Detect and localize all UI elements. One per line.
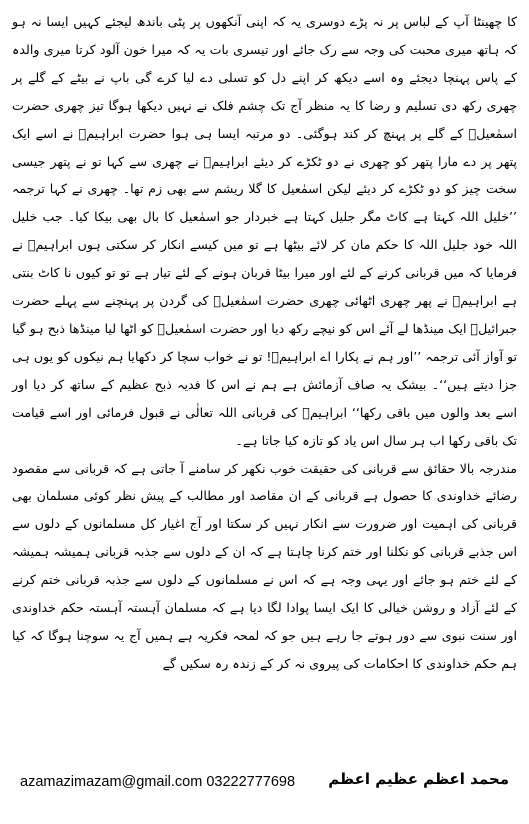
article-paragraph: کا چھینٹا آپ کے لباس پر نہ پڑے دوسری یہ کہ اپنی آنکھوں پر پٹی باندھ لیجئے کہیں ایسا نہ ہو کہ ہاتھ میری محبت کی وجہ سے رک جائے اور تیسری بات یہ کہ میرا خون آلود کرتا میری والدہ کے پاس پہنچا دیجئے وہ اسے دیکھ کر اپنے دل کو تسلی دے لیا کرے گی باپ نے بیٹے کے گلے پر چھری رکھ دی تسلیم و رضا کا یہ منظر آج تک چشم فلک نے نہیں دیکھا ہوگا تیز چھری حضرت اسمٰعیلؑ کے گلے پر پہنچ کر کند ہوگئی۔ دو مرتبہ ایسا ہی ہوا حضرت ابراہیمؑ نے اسے ایک پتھر پر دے مارا پتھر کو چھری نے دو ٹکڑے کر دیئے ابراہیمؑ نے چھری سے کہا تو نے پتھر جیسی سخت چیز کو دو ٹکڑے کر دیئے لیکن اسمٰعیل کا گلا ریشم سے بھی زم تھا۔ چھری نے کہا ترجمہ ’’خلیل اللہ کہتا ہے کاٹ مگر جلیل کہتا ہے خبردار جو اسمٰعیل کا بال بھی بیکا کیا۔ جب خلیل اللہ خود جلیل اللہ کا حکم مان کر لائے بیٹھا ہے تو میں کیسے انکار کر سکتی ہوں ابراہیمؑ نے فرمایا کہ میں قربانی کرنے کے لئے اور میرا بیٹا قربان ہونے کے لئے تیار ہے تو تو کیوں نا کاٹ بنتی ہے ابراہیمؑ نے پھر چھری اٹھائی چھری حضرت اسمٰعیلؑ کی گردن پر پہنچنے سے پہلے حضرت جبرائیلؑ ایک مینڈھا لے آئے اس کو نیچے رکھ دیا اور حضرت اسمٰعیلؑ کو اٹھا لیا مینڈھا ذبح ہو گیا تو آواز آئی ترجمہ ’’اور ہم نے پکارا اے ابراہیمؑ! تو نے خواب سچا کر دکھایا ہم نیکوں کو یوں ہی جزا دیتے ہیں‘‘۔ بیشک یہ صاف آزمائش ہے ہم نے اس کا فدیہ ذبح عظیم کے ساتھ کر دیا اور اسے بعد والوں میں باقی رکھا‘‘ ابراہیمؑ کی قربانی اللہ تعالٰی نے قبول فرمائی اور اسے قیامت تک باقی رکھا اب ہر سال اس یاد کو تازہ کیا جاتا ہے۔ [12, 14, 517, 448]
footer [0, 768, 529, 798]
article-paragraph: مندرجہ بالا حقائق سے قربانی کی حقیقت خوب نکھر کر سامنے آ جاتی ہے کہ قربانی سے مقصود رضائے خداوندی کا حصول ہے قربانی کے ان مقاصد اور مطالب کے پیش نظر کوئی مسلمان بھی قربانی کی اہمیت اور ضرورت سے انکار نہیں کر سکتا اور آج اغیار کل مسلمانوں کے دلوں سے اس جذبے قربانی کو نکلنا اور ختم کرنا چاہتا ہے کہ ان کے دلوں سے جذبہ قربانی ہمیشہ ہمیشہ کے لئے ختم ہو جائے اور یہی وجہ ہے کہ اس نے مسلمانوں کے دلوں سے جذبہ قربانی ختم کرنے کے لئے آزاد و روشن خیالی کا ایک ایسا پوادا لگا دیا ہے کہ مسلمان آہستہ آہستہ حکم خداوندی اور سنت نبوی سے دور ہوتے جا رہے ہیں جو کہ لمحہ فکریہ ہے ہمیں آج یہ سوچنا ہوگا کہ کیا ہم حکم خداوندی کا احکامات کی پیروی نہ کر کے زندہ رہ سکیں گے [12, 460, 517, 671]
author-name: محمد اعظم عظیم اعظم [328, 770, 509, 788]
contact-info: azamazimazam@gmail.com 03222777698 [20, 774, 296, 790]
